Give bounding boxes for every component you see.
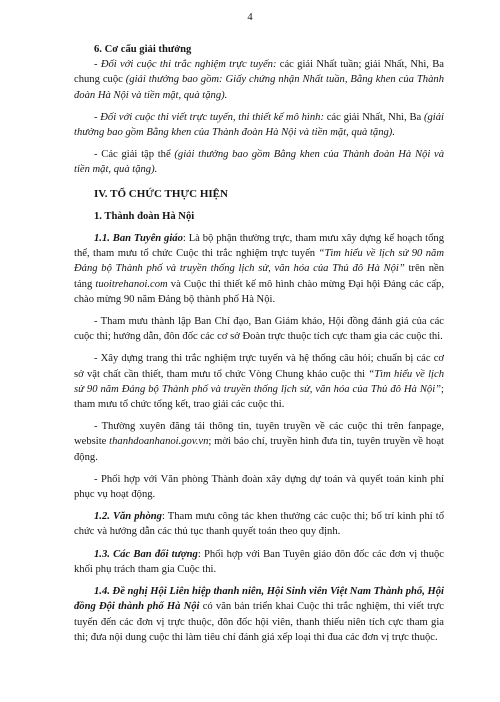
target-departments-text: : Phối hợp với Ban Tuyên giáo đôn đốc các đơn vị thuộc khối phụ trách tham gia Cuộc thi. (74, 548, 444, 575)
propaganda-text-1: : Là bộ phận thường trực, tham mưu xây dựng kế hoạch tổng thể, tham mưu tổ chức Cuộc thi trắc nghiệm trực tuyến (74, 233, 444, 260)
heading-hanoi-youth-union: 1. Thành đoàn Hà Nội (94, 210, 195, 222)
paragraph-propaganda-department (74, 231, 444, 307)
paragraph-office (74, 509, 444, 539)
page-number: 4 (247, 12, 253, 23)
paragraph-quiz-system (74, 351, 444, 412)
writing-design-paren: (giải thưởng bao gồm Bằng khen của Thành đoàn Hà Nội và tiền mặt, quà tặng). (74, 111, 444, 139)
paragraph-budget: - Phối hợp với Văn phòng Thành đoàn xây dựng dự toán và quyết toán kinh phí phục vụ hoạt động. (74, 473, 444, 501)
associations-text: có văn bản triển khai Cuộc thi trắc nghiệm, thi viết trực tuyến đến các đơn vị trực thuộc, đôn đốc hội viên, thanh thiếu niên tích cực tham gia thi; đưa nội dung cuộc thi làm tiêu chí đánh giá xếp loại thi đua các đơn vị trực thuộc. (74, 601, 444, 643)
paragraph-collective-prizes (74, 147, 444, 177)
target-departments-label: 1.3. Các Ban đối tượng (94, 548, 198, 560)
paragraph-steering-committee: - Tham mưu thành lập Ban Chỉ đạo, Ban Giám khảo, Hội đồng đánh giá của các cuộc thi; hướng dẫn, đôn đốc các cơ sở Đoàn trực thuộc tích cực tham gia các cuộc thi. (74, 316, 444, 343)
office-label: 1.2. Văn phòng (94, 511, 162, 523)
writing-design-text: các giải Nhất, Nhì, Ba (326, 111, 424, 123)
document-body (74, 42, 444, 645)
office-text: : Tham mưu công tác khen thưởng các cuộc thi; bố trí kinh phí tổ chức và hướng dẫn các thủ tục thanh quyết toán theo quy định. (74, 511, 444, 538)
online-quiz-lead: - Đối với cuộc thi trắc nghiệm trực tuyến: (94, 59, 280, 71)
section-implementation-title: IV. TỔ CHỨC THỰC HIỆN (94, 187, 228, 200)
paragraph-associations-request (74, 584, 444, 645)
collective-text: - Các giải tập thể (94, 149, 175, 161)
paragraph-target-departments (74, 547, 444, 577)
heading-prize-structure: 6. Cơ cấu giải thưởng (94, 44, 192, 55)
quiz-system-quote: “Tìm hiểu về lịch sử 90 năm Đảng bộ Thành phố và truyền thống lịch sử, văn hóa của Thủ đô Hà Nội” (74, 368, 444, 395)
associations-label: 1.4. Đề nghị Hội Liên hiệp thanh niên, Hội Sinh viên Việt Nam Thành phố, Hội đồng Đội thành phố Hà Nội (74, 586, 444, 613)
paragraph-online-quiz-prizes (74, 57, 444, 103)
communication-site: thanhdoanhanoi.gov.vn (109, 436, 209, 448)
propaganda-text-2: trên nền tảng (74, 263, 444, 290)
propaganda-site: tuoitrehanoi.com (95, 278, 168, 290)
quiz-system-text-2: ; tham mưu tổ chức tổng kết, trao giải các cuộc thi. (74, 383, 444, 411)
propaganda-quote: “Tìm hiểu về lịch sử 90 năm Đảng bộ Thành phố và truyền thống lịch sử, văn hóa của Thủ đô Hà Nội” (74, 248, 445, 275)
propaganda-label: 1.1. Ban Tuyên giáo (94, 233, 183, 245)
collective-paren: (giải thưởng bao gồm Bằng khen của Thành đoàn Hà Nội và tiền mặt, quà tặng). (74, 149, 444, 176)
paragraph-communication (74, 419, 444, 465)
quiz-system-text-1: - Xây dựng trang thi trắc nghiệm trực tuyến và hệ thống câu hỏi; chuẩn bị các cơ sở vật chất cần thiết, tham mưu tổ chức Vòng Chung khảo cuộc thi (74, 353, 444, 380)
communication-text-1: - Thường xuyên đăng tải thông tin, tuyên truyền về các cuộc thi trên fanpage, website (74, 421, 444, 448)
propaganda-text-3: và Cuộc thi thiết kế mô hình chào mừng Đại hội Đảng các cấp, chào mừng 90 năm Đảng bộ thành phố Hà Nội. (74, 278, 444, 305)
paragraph-writing-design-prizes (74, 110, 444, 140)
online-quiz-paren: (giải thưởng bao gồm: Giấy chứng nhận Nhất tuần, Bằng khen của Thành đoàn Hà Nội và tiền mặt, quà tặng). (74, 74, 444, 101)
writing-design-lead: - Đối với cuộc thi viết trực tuyến, thi thiết kế mô hình: (94, 111, 327, 123)
communication-text-2: ; mời báo chí, truyền hình đưa tin, tuyên truyền về hoạt động. (74, 436, 444, 463)
online-quiz-text: các giải Nhất tuần; giải Nhất, Nhì, Ba chung cuộc (74, 59, 444, 86)
